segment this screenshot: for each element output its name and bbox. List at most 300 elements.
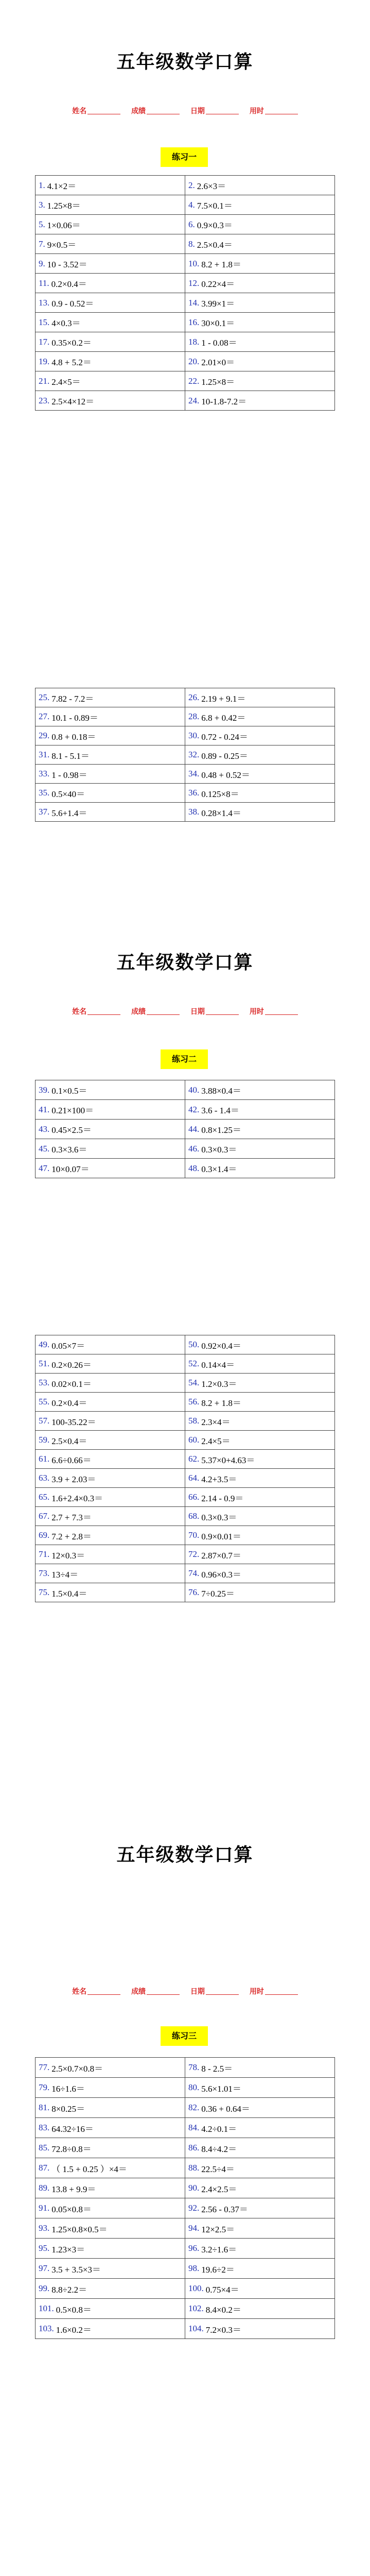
- problem-number: 40.: [188, 1084, 200, 1095]
- problem-expression: 1.25×8＝: [201, 377, 235, 387]
- problem-number: 44.: [188, 1124, 200, 1134]
- problem-expression: 0.28×1.4＝: [201, 808, 241, 818]
- problem-number: 34.: [188, 769, 200, 778]
- problem-expression: 1.23×3＝: [51, 2244, 85, 2255]
- problem-expression: 2.7 + 7.3＝: [51, 1512, 92, 1522]
- problem-cell: [36, 1100, 185, 1120]
- problem-cell: [36, 688, 185, 707]
- problem-expression: 4.2÷0.1＝: [201, 2124, 237, 2134]
- problem-expression: 8.2 + 1.8＝: [201, 1398, 241, 1408]
- problem-number: 19.: [39, 356, 50, 366]
- problem-number: 54.: [188, 1378, 200, 1387]
- problem-expression: 2.19 + 9.1＝: [201, 693, 246, 704]
- problem-expression: 4×0.3＝: [51, 318, 81, 328]
- problem-expression: 8.4×0.2＝: [205, 2304, 241, 2315]
- problem-cell: [36, 274, 185, 293]
- problem-expression: 6.8 + 0.42＝: [201, 713, 246, 723]
- date-label: 日期: [190, 1988, 205, 1996]
- problem-cell: [36, 1374, 185, 1393]
- problem-number: 87.: [39, 2163, 50, 2173]
- problem-number: 57.: [39, 1416, 50, 1426]
- score-blank: [147, 1014, 180, 1015]
- problem-expression: 3.2÷1.6＝: [201, 2244, 237, 2255]
- problem-expression: 72.8÷0.8＝: [51, 2144, 92, 2154]
- problem-cell: [185, 2138, 335, 2158]
- problem-expression: 0.5×0.8＝: [56, 2304, 92, 2315]
- problem-expression: 3.9 + 2.03＝: [51, 1474, 96, 1484]
- problem-number: 10.: [188, 258, 200, 268]
- sheet-2-title: 五年级数学口算: [116, 952, 254, 973]
- problem-expression: 10 - 3.52＝: [47, 260, 87, 269]
- problem-number: 11.: [39, 278, 49, 288]
- problem-cell: [36, 293, 185, 313]
- problem-expression: 1.6+2.4×0.3＝: [51, 1493, 103, 1503]
- problem-expression: 2.87×0.7＝: [201, 1550, 241, 1561]
- problem-cell: [185, 274, 335, 293]
- problem-expression: 0.05×7＝: [51, 1341, 85, 1351]
- problem-cell: [185, 391, 335, 411]
- problem-cell: [36, 2259, 185, 2279]
- problem-expression: 3.99×1＝: [201, 299, 235, 309]
- problem-expression: 0.8 + 0.18＝: [51, 732, 96, 742]
- problem-number: 94.: [188, 2223, 200, 2233]
- time-label: 用时: [249, 107, 264, 115]
- problem-expression: 4.1×2＝: [47, 181, 77, 191]
- problem-number: 91.: [39, 2203, 50, 2213]
- problem-number: 67.: [39, 1511, 50, 1521]
- problem-cell: [185, 234, 335, 254]
- problem-number: 43.: [39, 1124, 50, 1134]
- problem-expression: 0.89 - 0.25＝: [201, 751, 248, 761]
- problem-cell: [36, 784, 185, 803]
- problem-cell: [36, 234, 185, 254]
- problem-cell: [36, 1139, 185, 1159]
- time-label: 用时: [249, 1008, 264, 1016]
- problem-cell: [36, 176, 185, 195]
- problem-cell: [185, 1488, 335, 1507]
- problem-cell: [36, 332, 185, 352]
- problem-expression: 1.5×0.4＝: [51, 1588, 87, 1599]
- problem-number: 27.: [39, 711, 50, 721]
- problem-expression: 16÷1.6＝: [51, 2083, 85, 2094]
- problem-cell: [185, 2118, 335, 2138]
- problem-number: 5.: [39, 219, 45, 229]
- problem-number: 66.: [188, 1492, 200, 1502]
- problem-number: 4.: [188, 199, 195, 210]
- problem-expression: 1.25×0.8×0.5＝: [51, 2224, 108, 2234]
- problem-expression: 0.3×0.3＝: [201, 1145, 237, 1155]
- problem-cell: [185, 1393, 335, 1412]
- problem-number: 36.: [188, 788, 200, 798]
- problem-cell: [185, 313, 335, 332]
- problem-number: 74.: [188, 1568, 200, 1578]
- problem-number: 31.: [39, 750, 50, 759]
- problem-expression: 1 - 0.08＝: [201, 338, 237, 348]
- problem-expression: 1×0.06＝: [47, 221, 81, 230]
- problem-expression: 8.2 + 1.8＝: [201, 260, 241, 269]
- problem-expression: 7.82 - 7.2＝: [51, 693, 94, 704]
- problem-number: 9.: [39, 258, 45, 268]
- problem-number: 21.: [39, 376, 50, 386]
- problem-cell: [185, 784, 335, 803]
- date-blank: [206, 1014, 239, 1015]
- problem-number: 28.: [188, 711, 200, 721]
- problem-cell: [185, 1507, 335, 1526]
- problem-number: 13.: [39, 297, 50, 308]
- problem-cell: [185, 1080, 335, 1100]
- problem-expression: 5.6+1.4＝: [51, 808, 87, 818]
- problem-number: 52.: [188, 1359, 200, 1368]
- problem-expression: 1 - 0.98＝: [51, 770, 87, 780]
- problem-number: 29.: [39, 731, 50, 740]
- problem-cell: [185, 215, 335, 234]
- problem-expression: 0.48 + 0.52＝: [201, 770, 250, 780]
- problem-cell: [36, 2299, 185, 2319]
- problem-number: 45.: [39, 1143, 50, 1154]
- problem-expression: 3.5 + 3.5×3＝: [51, 2264, 101, 2275]
- problem-expression: 0.2×0.4＝: [51, 279, 87, 289]
- problem-number: 89.: [39, 2183, 50, 2193]
- problem-expression: 7.2×0.3＝: [205, 2325, 241, 2335]
- problem-cell: [185, 2098, 335, 2118]
- problem-grid: [35, 688, 335, 822]
- problem-expression: 5.6×1.01＝: [201, 2083, 241, 2094]
- problem-cell: [36, 1431, 185, 1450]
- problem-cell: [185, 1374, 335, 1393]
- problem-cell: [185, 293, 335, 313]
- problem-number: 50.: [188, 1340, 200, 1349]
- problem-number: 30.: [188, 731, 200, 740]
- problem-cell: [36, 2118, 185, 2138]
- problem-cell: [185, 1526, 335, 1545]
- problem-cell: [185, 745, 335, 765]
- problem-number: 53.: [39, 1378, 50, 1387]
- score-blank: [147, 1994, 180, 1995]
- problem-cell: [36, 2198, 185, 2218]
- problem-number: 82.: [188, 2103, 200, 2112]
- problem-cell: [36, 1393, 185, 1412]
- problem-number: 96.: [188, 2243, 200, 2253]
- problem-number: 84.: [188, 2123, 200, 2132]
- problem-number: 3.: [39, 199, 45, 210]
- time-blank: [265, 1014, 298, 1015]
- problem-expression: 2.4×5＝: [51, 377, 81, 387]
- problem-cell: [185, 765, 335, 784]
- problem-number: 103.: [39, 2324, 54, 2333]
- sheet-3-title: 五年级数学口算: [116, 1844, 254, 1866]
- problem-number: 38.: [188, 807, 200, 817]
- problem-expression: 10.1 - 0.89＝: [51, 713, 98, 723]
- problem-expression: 19.6÷2＝: [201, 2264, 235, 2275]
- name-blank: [87, 1014, 120, 1015]
- problem-number: 104.: [188, 2324, 204, 2333]
- problem-expression: 0.8×1.25＝: [201, 1125, 241, 1135]
- problem-number: 32.: [188, 750, 200, 759]
- problem-number: 60.: [188, 1435, 200, 1445]
- problem-number: 1.: [39, 180, 45, 190]
- problem-number: 72.: [188, 1549, 200, 1559]
- problem-number: 55.: [39, 1397, 50, 1406]
- problem-cell: [185, 332, 335, 352]
- problem-cell: [36, 215, 185, 234]
- problem-cell: [36, 1545, 185, 1564]
- problem-cell: [36, 2158, 185, 2178]
- problem-expression: 3.88×0.4＝: [201, 1086, 241, 1096]
- problem-cell: [36, 1450, 185, 1469]
- problem-number: 83.: [39, 2123, 50, 2132]
- problem-expression: 13÷4＝: [51, 1569, 79, 1580]
- name-label: 姓名: [72, 107, 87, 115]
- problem-cell: [185, 176, 335, 195]
- problem-expression: 1.6×0.2＝: [56, 2325, 92, 2335]
- problem-cell: [185, 2259, 335, 2279]
- problem-cell: [185, 1120, 335, 1139]
- problem-expression: 12×2.5＝: [201, 2224, 235, 2234]
- problem-number: 46.: [188, 1143, 200, 1154]
- problem-number: 24.: [188, 395, 200, 405]
- problem-expression: 8.8÷2.2＝: [51, 2284, 87, 2295]
- problem-expression: 2.4×5＝: [201, 1436, 231, 1446]
- problem-expression: 0.5×40＝: [51, 789, 85, 799]
- problem-expression: 9×0.5＝: [47, 240, 77, 250]
- problem-cell: [36, 707, 185, 726]
- problem-cell: [36, 1335, 185, 1354]
- sheet-1-info-line: [0, 106, 370, 116]
- problem-number: 81.: [39, 2103, 50, 2112]
- problem-cell: [36, 726, 185, 745]
- problem-cell: [185, 2058, 335, 2078]
- problem-cell: [185, 2279, 335, 2299]
- problem-cell: [36, 1469, 185, 1488]
- problem-cell: [185, 1139, 335, 1159]
- problem-expression: 8.4÷4.2＝: [201, 2144, 237, 2154]
- problem-number: 8.: [188, 239, 195, 249]
- problem-cell: [36, 2078, 185, 2098]
- sheet-3-exercise-badge: 练习三: [161, 2026, 208, 2046]
- problem-number: 88.: [188, 2163, 200, 2173]
- problem-cell: [185, 803, 335, 822]
- sheet-3-info-line: [0, 1986, 370, 1996]
- problem-expression: 6.6÷0.66＝: [51, 1455, 92, 1465]
- problem-expression: 7÷0.25＝: [201, 1588, 235, 1599]
- problem-cell: [36, 391, 185, 411]
- problem-cell: [36, 1120, 185, 1139]
- problem-cell: [185, 688, 335, 707]
- problem-number: 20.: [188, 356, 200, 366]
- problem-cell: [185, 1335, 335, 1354]
- problem-number: 100.: [188, 2283, 204, 2293]
- problem-expression: 64.32÷16＝: [51, 2124, 94, 2134]
- problem-expression: 2.3×4＝: [201, 1417, 231, 1427]
- problem-cell: [36, 1526, 185, 1545]
- sheet-2-info-line: [0, 1006, 370, 1016]
- problem-expression: 2.5×4×12＝: [51, 397, 95, 406]
- name-label: 姓名: [72, 1988, 87, 1996]
- problem-cell: [185, 2158, 335, 2178]
- problem-expression: 13.8 + 9.9＝: [51, 2184, 96, 2194]
- problem-expression: 0.92×0.4＝: [201, 1341, 241, 1351]
- date-label: 日期: [190, 1008, 205, 1016]
- problem-expression: 7.5×0.1＝: [197, 201, 233, 211]
- date-label: 日期: [190, 107, 205, 115]
- problem-number: 47.: [39, 1163, 50, 1173]
- problem-number: 18.: [188, 336, 200, 347]
- problem-number: 42.: [188, 1104, 200, 1114]
- problem-expression: 8 - 2.5＝: [201, 2063, 233, 2074]
- problem-expression: 8×0.25＝: [51, 2104, 85, 2114]
- problem-number: 6.: [188, 219, 195, 229]
- problem-number: 16.: [188, 317, 200, 327]
- sheet-1-title: 五年级数学口算: [116, 52, 254, 73]
- problem-expression: 0.22×4＝: [201, 279, 235, 289]
- problem-cell: [185, 2178, 335, 2198]
- problem-number: 58.: [188, 1416, 200, 1426]
- problem-number: 17.: [39, 336, 50, 347]
- problem-cell: [36, 745, 185, 765]
- problem-expression: 0.72 - 0.24＝: [201, 732, 248, 742]
- problem-cell: [185, 1159, 335, 1178]
- problem-cell: [185, 352, 335, 371]
- problem-cell: [36, 1507, 185, 1526]
- problem-expression: 2.5×0.4＝: [197, 240, 233, 250]
- problem-expression: 0.9×0.3＝: [197, 221, 233, 230]
- problem-number: 92.: [188, 2203, 200, 2213]
- problem-number: 76.: [188, 1587, 200, 1597]
- problem-number: 41.: [39, 1104, 50, 1114]
- problem-cell: [36, 1159, 185, 1178]
- problem-expression: 0.2×0.26＝: [51, 1360, 92, 1370]
- name-blank: [87, 1994, 120, 1995]
- problem-number: 25.: [39, 692, 50, 702]
- problem-cell: [185, 1450, 335, 1469]
- problem-number: 80.: [188, 2082, 200, 2092]
- problem-cell: [185, 1100, 335, 1120]
- problem-expression: 0.75×4＝: [205, 2284, 239, 2295]
- problem-expression: 8.1 - 5.1＝: [51, 751, 90, 761]
- problem-cell: [36, 2178, 185, 2198]
- problem-cell: [185, 1583, 335, 1602]
- problem-number: 59.: [39, 1435, 50, 1445]
- sheet-1-exercise-badge: 练习一: [161, 147, 208, 167]
- problem-number: 90.: [188, 2183, 200, 2193]
- problem-expression: 0.35×0.2＝: [51, 338, 92, 348]
- score-label: 成绩: [131, 1008, 146, 1016]
- problem-number: 23.: [39, 395, 50, 405]
- problem-expression: 2.5×0.4＝: [51, 1436, 87, 1446]
- problem-expression: 0.02×0.1＝: [51, 1379, 92, 1389]
- problem-number: 15.: [39, 317, 50, 327]
- problem-expression: 0.9 - 0.52＝: [51, 299, 94, 309]
- problem-expression: 1.25×8＝: [47, 201, 81, 211]
- problem-cell: [36, 1080, 185, 1100]
- problem-expression: 4.2+3.5＝: [201, 1474, 237, 1484]
- problem-cell: [36, 2319, 185, 2339]
- problem-number: 93.: [39, 2223, 50, 2233]
- problem-cell: [36, 2218, 185, 2239]
- problem-number: 97.: [39, 2263, 50, 2273]
- problem-number: 75.: [39, 1587, 50, 1597]
- problem-cell: [185, 726, 335, 745]
- problem-cell: [185, 1469, 335, 1488]
- problem-number: 56.: [188, 1397, 200, 1406]
- problem-expression: 0.2×0.4＝: [51, 1398, 87, 1408]
- problem-expression: （ 1.5 + 0.25 ）×4＝: [51, 2164, 127, 2174]
- problem-number: 39.: [39, 1084, 50, 1095]
- problem-number: 12.: [188, 278, 200, 288]
- problem-expression: 100-35.22＝: [51, 1417, 96, 1427]
- problem-number: 2.: [188, 180, 195, 190]
- problem-number: 14.: [188, 297, 200, 308]
- problem-number: 62.: [188, 1454, 200, 1464]
- problem-cell: [36, 2279, 185, 2299]
- problem-number: 65.: [39, 1492, 50, 1502]
- problem-number: 71.: [39, 1549, 50, 1559]
- problem-number: 61.: [39, 1454, 50, 1464]
- problem-cell: [36, 195, 185, 215]
- problem-number: 101.: [39, 2303, 54, 2313]
- problem-number: 63.: [39, 1473, 50, 1483]
- problem-number: 33.: [39, 769, 50, 778]
- problem-cell: [36, 1488, 185, 1507]
- problem-expression: 2.5×0.7×0.8＝: [51, 2063, 103, 2074]
- problem-expression: 0.36 + 0.64＝: [201, 2104, 250, 2114]
- problem-expression: 10×0.07＝: [51, 1164, 90, 1174]
- problem-number: 98.: [188, 2263, 200, 2273]
- problem-expression: 12×0.3＝: [51, 1550, 85, 1561]
- problem-cell: [36, 2138, 185, 2158]
- problem-expression: 0.125×8＝: [201, 789, 239, 799]
- score-label: 成绩: [131, 107, 146, 115]
- problem-cell: [36, 313, 185, 332]
- problem-expression: 30×0.1＝: [201, 318, 235, 328]
- problem-cell: [185, 254, 335, 274]
- problem-expression: 0.96×0.3＝: [201, 1569, 241, 1580]
- problem-number: 79.: [39, 2082, 50, 2092]
- problem-cell: [185, 2218, 335, 2239]
- problem-cell: [185, 2319, 335, 2339]
- problem-cell: [36, 1412, 185, 1431]
- problem-cell: [36, 803, 185, 822]
- problem-expression: 5.37×0+4.63＝: [201, 1455, 255, 1465]
- problem-expression: 0.1×0.5＝: [51, 1086, 87, 1096]
- name-label: 姓名: [72, 1008, 87, 1016]
- problem-grid: [35, 1335, 335, 1602]
- problem-cell: [36, 2058, 185, 2078]
- problem-number: 22.: [188, 376, 200, 386]
- problem-number: 26.: [188, 692, 200, 702]
- problem-cell: [185, 371, 335, 391]
- problem-cell: [185, 1412, 335, 1431]
- problem-cell: [185, 195, 335, 215]
- problem-grid: [35, 2057, 335, 2339]
- problem-cell: [185, 707, 335, 726]
- problem-number: 102.: [188, 2303, 204, 2313]
- problem-number: 70.: [188, 1530, 200, 1540]
- problem-number: 99.: [39, 2283, 50, 2293]
- problem-cell: [36, 1354, 185, 1374]
- problem-expression: 0.45×2.5＝: [51, 1125, 92, 1135]
- problem-number: 73.: [39, 1568, 50, 1578]
- problem-expression: 2.4×2.5＝: [201, 2184, 237, 2194]
- problem-number: 69.: [39, 1530, 50, 1540]
- problem-number: 7.: [39, 239, 45, 249]
- problem-cell: [185, 1564, 335, 1583]
- problem-expression: 0.14×4＝: [201, 1360, 235, 1370]
- problem-number: 77.: [39, 2062, 50, 2072]
- problem-number: 85.: [39, 2143, 50, 2153]
- problem-expression: 0.05×0.8＝: [51, 2204, 92, 2214]
- problem-number: 86.: [188, 2143, 200, 2153]
